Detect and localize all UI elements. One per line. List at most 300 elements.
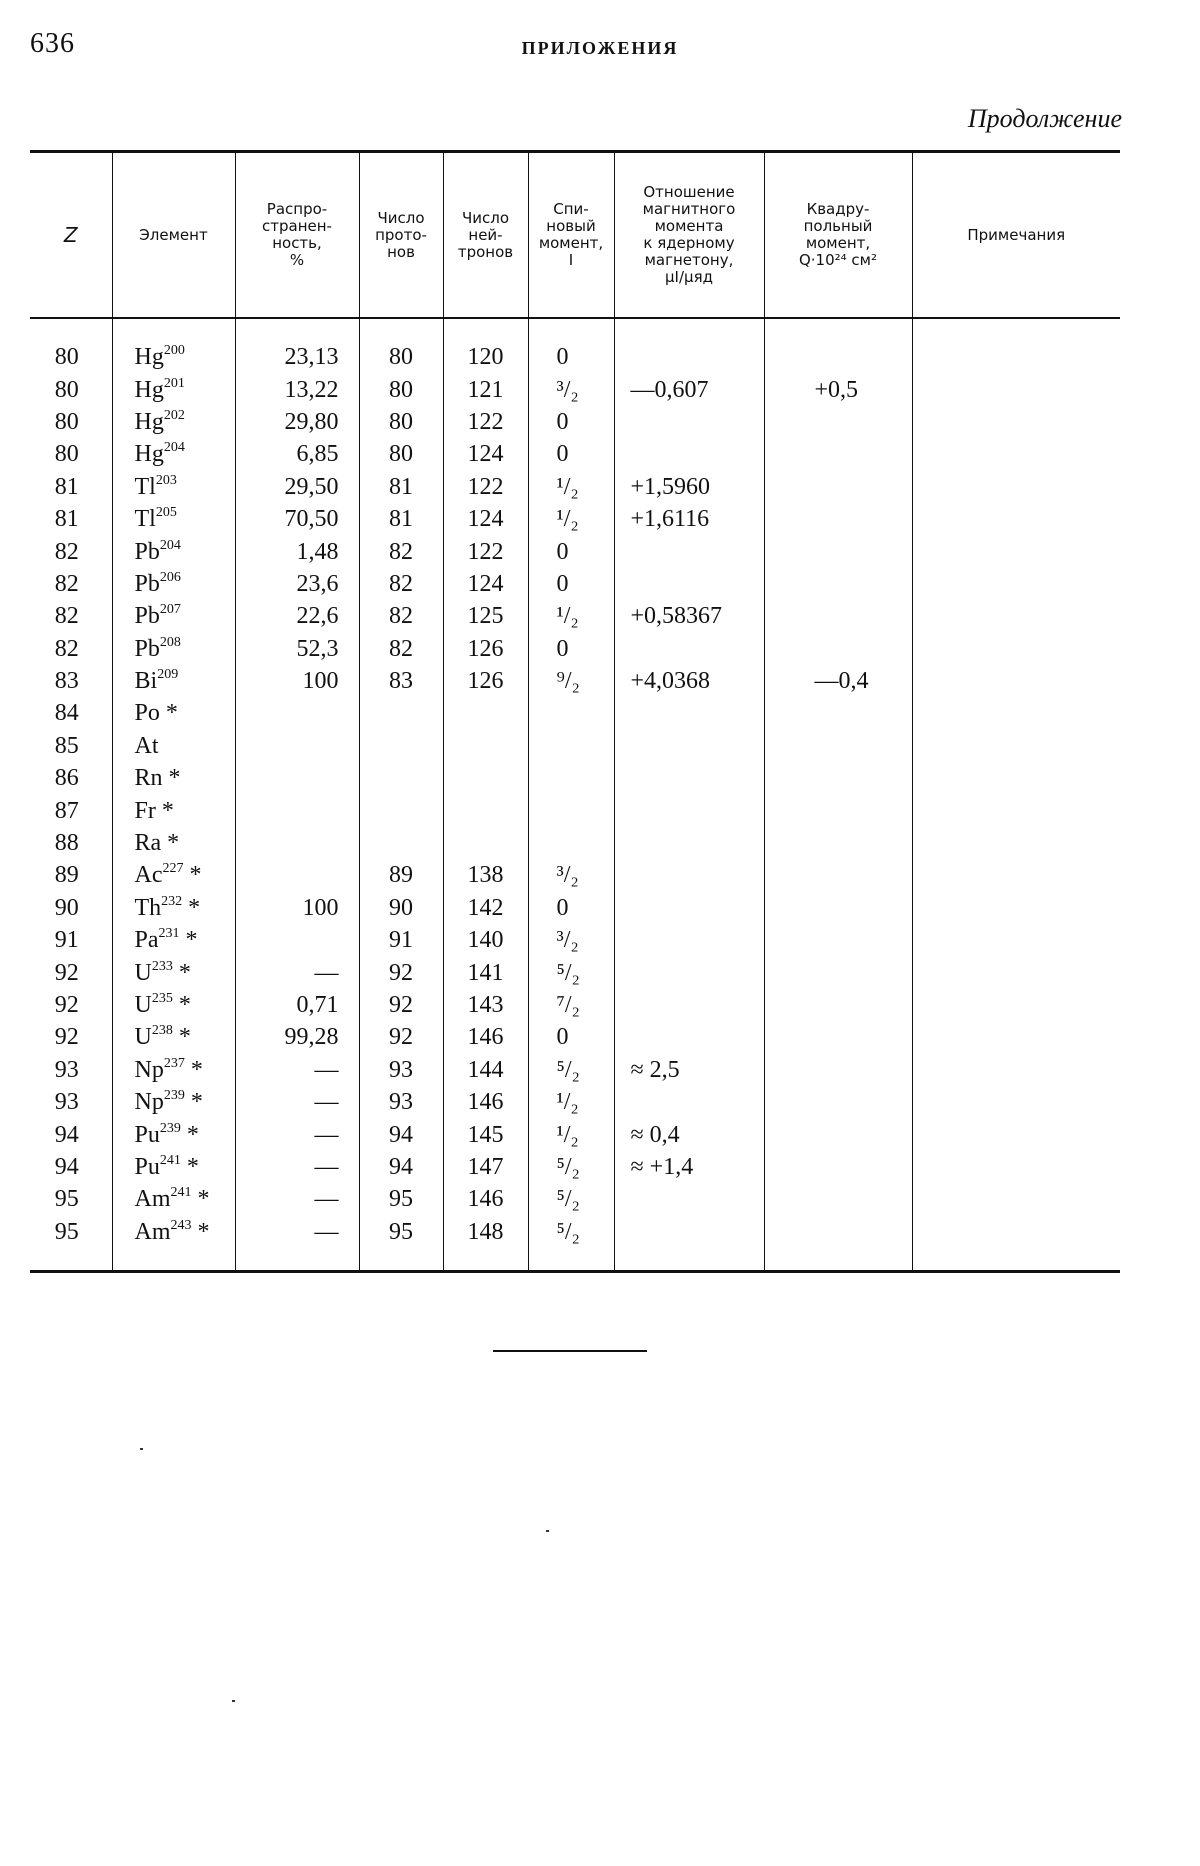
table-row	[30, 827, 1120, 859]
cell-quadrupole	[764, 859, 912, 891]
cell-abundance: 23,13	[235, 318, 359, 373]
header-line: ней-	[468, 225, 503, 244]
header-line: момента	[654, 217, 724, 235]
header-line: прото-	[375, 225, 427, 244]
element-symbol: Pb	[134, 635, 160, 662]
cell-z: 80	[54, 408, 79, 435]
mass-number: 202	[163, 407, 185, 423]
cell-z: 94	[54, 1153, 79, 1180]
cell-z: 84	[54, 700, 79, 727]
cell-neutrons	[443, 794, 528, 826]
cell-neutrons	[443, 730, 528, 762]
cell-abundance	[235, 924, 359, 956]
header-line: нов	[387, 242, 415, 261]
cell-neutrons: 138	[443, 859, 528, 891]
radioactive-marker: *	[172, 992, 191, 1018]
cell-protons: 94	[359, 1118, 443, 1150]
cell-notes	[912, 373, 1120, 405]
cell-spin: ¹/₂	[528, 471, 614, 503]
header-line: Число	[377, 208, 425, 227]
header-moment-ratio	[614, 152, 764, 319]
mass-number: 204	[163, 440, 185, 456]
cell-protons: 81	[359, 471, 443, 503]
table-row	[30, 1216, 1120, 1272]
header-line: ность,	[272, 234, 322, 252]
cell-moment-ratio: ≈ 2,5	[614, 1054, 764, 1086]
cell-z: 81	[54, 506, 79, 533]
cell-protons: 89	[359, 859, 443, 891]
table-row	[30, 762, 1120, 794]
header-protons	[359, 152, 443, 319]
element-symbol: Hg	[134, 344, 164, 371]
element-symbol: Tl	[134, 473, 156, 500]
cell-element	[112, 1183, 235, 1215]
table-header-row	[30, 152, 1120, 319]
element-symbol: Hg	[134, 376, 164, 403]
cell-spin: ⁷/₂	[528, 989, 614, 1021]
cell-moment-ratio	[614, 924, 764, 956]
cell-notes	[912, 827, 1120, 859]
scan-speck	[232, 1700, 235, 1702]
cell-abundance: 22,6	[235, 600, 359, 632]
running-head: ПРИЛОЖЕНИЯ	[521, 38, 679, 58]
cell-z: 95	[30, 1216, 112, 1272]
mass-number: 241	[159, 1152, 181, 1168]
cell-protons: 92	[359, 956, 443, 988]
cell-protons: 83	[359, 665, 443, 697]
cell-z: 93	[54, 1056, 79, 1083]
element-symbol: Ac	[134, 862, 163, 889]
cell-spin: 0	[528, 633, 614, 665]
header-line: магнетону,	[644, 251, 734, 269]
element-symbol: U	[134, 959, 152, 986]
mass-number: 204	[159, 537, 181, 553]
table-row	[30, 859, 1120, 891]
header-line: Спи-	[553, 200, 589, 218]
cell-neutrons: 146	[443, 1086, 528, 1118]
cell-element	[112, 600, 235, 632]
cell-element	[112, 730, 235, 762]
mass-number: 239	[163, 1088, 185, 1104]
cell-z: 94	[54, 1121, 79, 1148]
cell-protons: 93	[359, 1054, 443, 1086]
element-symbol: Ra	[134, 830, 162, 857]
header-line: Q·10²⁴ см²	[798, 251, 878, 269]
cell-z: 80	[54, 344, 79, 371]
cell-neutrons: 120	[443, 318, 528, 373]
cell-element	[112, 318, 235, 373]
cell-protons: 90	[359, 892, 443, 924]
cell-neutrons: 122	[443, 471, 528, 503]
nuclide-table	[30, 150, 1120, 1273]
cell-quadrupole	[764, 1118, 912, 1150]
cell-neutrons: 122	[443, 406, 528, 438]
cell-moment-ratio: +1,5960	[614, 471, 764, 503]
cell-spin	[528, 697, 614, 729]
cell-z: 90	[54, 894, 79, 921]
radioactive-marker: *	[180, 1121, 199, 1148]
cell-quadrupole	[764, 989, 912, 1021]
cell-protons: 92	[359, 1021, 443, 1053]
cell-moment-ratio	[614, 730, 764, 762]
element-symbol: Pb	[134, 538, 160, 565]
cell-abundance	[235, 762, 359, 794]
cell-notes	[912, 471, 1120, 503]
cell-moment-ratio	[614, 697, 764, 729]
cell-protons	[359, 827, 443, 859]
header-line: момент,	[805, 234, 871, 252]
element-symbol: Pu	[134, 1121, 160, 1148]
cell-element	[112, 1054, 235, 1086]
radioactive-marker: *	[180, 1153, 199, 1180]
radioactive-marker: *	[172, 1024, 191, 1051]
cell-protons: 82	[359, 600, 443, 632]
header-line: I	[568, 251, 574, 269]
mass-number: 237	[163, 1055, 185, 1071]
cell-notes	[912, 1021, 1120, 1053]
element-symbol: Th	[134, 894, 162, 921]
cell-moment-ratio	[614, 892, 764, 924]
table-row	[30, 697, 1120, 729]
cell-element	[112, 406, 235, 438]
cell-abundance	[235, 859, 359, 891]
cell-element	[112, 665, 235, 697]
table-row	[30, 438, 1120, 470]
header-z: Z	[30, 152, 112, 319]
mass-number: 209	[157, 667, 179, 683]
header-notes: Примечания	[912, 152, 1120, 319]
cell-z: 80	[54, 441, 79, 468]
cell-quadrupole	[764, 1021, 912, 1053]
radioactive-marker: *	[159, 700, 178, 727]
mass-number: 205	[155, 505, 177, 521]
cell-element	[112, 1086, 235, 1118]
cell-notes	[912, 892, 1120, 924]
cell-protons: 93	[359, 1086, 443, 1118]
cell-moment-ratio	[614, 318, 764, 373]
mass-number: 201	[163, 375, 185, 391]
cell-abundance: —	[235, 1151, 359, 1183]
table-row	[30, 318, 1120, 373]
cell-moment-ratio: +0,58367	[614, 600, 764, 632]
cell-spin	[528, 730, 614, 762]
cell-abundance	[235, 697, 359, 729]
cell-spin: ¹/₂	[528, 600, 614, 632]
cell-element	[112, 1151, 235, 1183]
cell-notes	[912, 503, 1120, 535]
cell-moment-ratio	[614, 406, 764, 438]
cell-spin: ⁵/₂	[528, 1054, 614, 1086]
cell-quadrupole	[764, 892, 912, 924]
header-line: μI/μяд	[665, 268, 713, 286]
mass-number: 243	[170, 1217, 192, 1233]
cell-z: 89	[54, 862, 79, 889]
cell-abundance	[235, 794, 359, 826]
cell-protons: 80	[359, 438, 443, 470]
table-row	[30, 1054, 1120, 1086]
cell-z: 86	[54, 765, 79, 792]
element-symbol: Fr	[134, 797, 156, 824]
cell-moment-ratio: +4,0368	[614, 665, 764, 697]
cell-quadrupole	[764, 633, 912, 665]
header-line: %	[289, 251, 305, 269]
cell-quadrupole	[764, 794, 912, 826]
cell-neutrons: 140	[443, 924, 528, 956]
cell-abundance: 29,80	[235, 406, 359, 438]
cell-spin	[528, 762, 614, 794]
cell-abundance: —	[235, 1216, 359, 1272]
cell-element	[112, 762, 235, 794]
cell-moment-ratio	[614, 1086, 764, 1118]
radioactive-marker: *	[191, 1186, 210, 1213]
cell-notes	[912, 1054, 1120, 1086]
cell-neutrons: 144	[443, 1054, 528, 1086]
cell-spin: ³/₂	[528, 373, 614, 405]
cell-notes	[912, 406, 1120, 438]
cell-quadrupole: +0,5	[764, 373, 912, 405]
cell-quadrupole	[764, 535, 912, 567]
cell-z: 82	[54, 603, 79, 630]
cell-moment-ratio	[614, 535, 764, 567]
cell-notes	[912, 318, 1120, 373]
cell-element	[112, 989, 235, 1021]
cell-protons: 94	[359, 1151, 443, 1183]
header-line: новый	[546, 217, 596, 235]
cell-protons: 80	[359, 373, 443, 405]
cell-z: 92	[54, 959, 79, 986]
table-row	[30, 989, 1120, 1021]
cell-notes	[912, 600, 1120, 632]
mass-number: 203	[155, 472, 177, 488]
table-row	[30, 1086, 1120, 1118]
radioactive-marker: *	[182, 894, 201, 921]
cell-notes	[912, 730, 1120, 762]
cell-neutrons	[443, 697, 528, 729]
cell-moment-ratio: ≈ +1,4	[614, 1151, 764, 1183]
header-line: странен-	[262, 217, 332, 235]
cell-abundance: —	[235, 1054, 359, 1086]
header-line: польный	[803, 217, 873, 235]
cell-abundance: 100	[235, 665, 359, 697]
element-symbol: Pu	[134, 1153, 160, 1180]
element-symbol: Am	[134, 1186, 171, 1213]
cell-z: 82	[54, 570, 79, 597]
radioactive-marker: *	[155, 797, 174, 824]
cell-spin: ⁵/₂	[528, 1151, 614, 1183]
element-symbol: Am	[134, 1218, 171, 1245]
cell-neutrons: 121	[443, 373, 528, 405]
mass-number: 238	[151, 1023, 173, 1039]
mass-number: 233	[151, 958, 173, 974]
cell-abundance: 13,22	[235, 373, 359, 405]
header-line: магнитного	[642, 200, 736, 218]
mass-number: 241	[170, 1185, 192, 1201]
cell-abundance: 29,50	[235, 471, 359, 503]
mass-number: 232	[161, 893, 183, 909]
cell-moment-ratio: —0,607	[614, 373, 764, 405]
cell-abundance: 1,48	[235, 535, 359, 567]
table-row	[30, 1183, 1120, 1215]
cell-protons: 91	[359, 924, 443, 956]
cell-z: 92	[54, 1024, 79, 1051]
cell-neutrons	[443, 827, 528, 859]
element-symbol: Pa	[134, 927, 159, 954]
cell-spin: 0	[528, 1021, 614, 1053]
cell-z: 85	[54, 732, 79, 759]
cell-protons: 82	[359, 633, 443, 665]
cell-element	[112, 535, 235, 567]
cell-quadrupole	[764, 503, 912, 535]
cell-neutrons: 145	[443, 1118, 528, 1150]
cell-abundance	[235, 827, 359, 859]
cell-element	[112, 892, 235, 924]
element-symbol: Np	[134, 1089, 164, 1116]
header-neutrons	[443, 152, 528, 319]
header-spin	[528, 152, 614, 319]
mass-number: 227	[162, 861, 184, 877]
element-symbol: Rn	[134, 765, 163, 792]
mass-number: 207	[159, 602, 181, 618]
mass-number: 200	[163, 343, 185, 359]
cell-neutrons: 143	[443, 989, 528, 1021]
mass-number: 231	[158, 926, 180, 942]
continuation-label: Продолжение	[967, 104, 1122, 133]
table-row	[30, 373, 1120, 405]
cell-abundance: 23,6	[235, 568, 359, 600]
cell-protons: 80	[359, 406, 443, 438]
cell-spin: 0	[528, 318, 614, 373]
end-rule	[493, 1350, 647, 1352]
element-symbol: Pb	[134, 603, 160, 630]
cell-abundance: 0,71	[235, 989, 359, 1021]
cell-abundance: 6,85	[235, 438, 359, 470]
cell-moment-ratio	[614, 1183, 764, 1215]
table-row	[30, 471, 1120, 503]
cell-spin: 0	[528, 535, 614, 567]
cell-notes	[912, 1216, 1120, 1272]
cell-notes	[912, 568, 1120, 600]
cell-element	[112, 1118, 235, 1150]
cell-quadrupole	[764, 1086, 912, 1118]
cell-neutrons: 126	[443, 633, 528, 665]
cell-notes	[912, 956, 1120, 988]
table-row	[30, 568, 1120, 600]
cell-element	[112, 503, 235, 535]
mass-number: 206	[159, 569, 181, 585]
cell-notes	[912, 1118, 1120, 1150]
table-row	[30, 633, 1120, 665]
cell-neutrons: 147	[443, 1151, 528, 1183]
mass-number: 235	[151, 991, 173, 1006]
mass-number: 208	[159, 634, 181, 650]
cell-spin	[528, 827, 614, 859]
cell-abundance: 100	[235, 892, 359, 924]
table-row	[30, 924, 1120, 956]
cell-notes	[912, 535, 1120, 567]
cell-spin: 0	[528, 406, 614, 438]
element-symbol: Hg	[134, 441, 164, 468]
cell-moment-ratio	[614, 1216, 764, 1272]
cell-quadrupole	[764, 1216, 912, 1272]
table-row	[30, 892, 1120, 924]
cell-z: 92	[54, 992, 79, 1018]
header-line: Число	[461, 208, 510, 227]
element-symbol: At	[134, 732, 159, 759]
cell-spin: ³/₂	[528, 859, 614, 891]
cell-element	[112, 1216, 235, 1272]
radioactive-marker: *	[179, 927, 198, 954]
cell-spin	[528, 794, 614, 826]
cell-notes	[912, 1151, 1120, 1183]
cell-protons: 80	[359, 318, 443, 373]
cell-element	[112, 633, 235, 665]
cell-spin: ¹/₂	[528, 1086, 614, 1118]
table-row	[30, 794, 1120, 826]
cell-element	[112, 568, 235, 600]
element-symbol: Np	[134, 1056, 164, 1083]
cell-protons	[359, 730, 443, 762]
cell-quadrupole	[764, 924, 912, 956]
cell-quadrupole	[764, 318, 912, 373]
cell-notes	[912, 989, 1120, 1021]
cell-notes	[912, 665, 1120, 697]
cell-notes	[912, 924, 1120, 956]
cell-protons: 82	[359, 568, 443, 600]
cell-element	[112, 956, 235, 988]
cell-protons: 95	[359, 1183, 443, 1215]
element-symbol: U	[134, 992, 152, 1018]
cell-moment-ratio	[614, 956, 764, 988]
cell-neutrons: 124	[443, 503, 528, 535]
cell-element	[112, 471, 235, 503]
cell-protons	[359, 762, 443, 794]
element-symbol: Po	[134, 700, 160, 727]
table-row	[30, 956, 1120, 988]
cell-neutrons: 122	[443, 535, 528, 567]
cell-spin: ³/₂	[528, 924, 614, 956]
cell-z: 93	[54, 1089, 79, 1116]
cell-neutrons: 124	[443, 568, 528, 600]
cell-neutrons	[443, 762, 528, 794]
header-line: Квадру-	[806, 200, 870, 218]
cell-element	[112, 827, 235, 859]
radioactive-marker: *	[183, 862, 202, 889]
cell-z: 87	[54, 797, 79, 824]
cell-element	[112, 1021, 235, 1053]
cell-neutrons: 125	[443, 600, 528, 632]
element-symbol: Pb	[134, 570, 160, 597]
cell-spin: 0	[528, 568, 614, 600]
cell-protons	[359, 794, 443, 826]
cell-quadrupole	[764, 438, 912, 470]
cell-element	[112, 438, 235, 470]
cell-abundance: 99,28	[235, 1021, 359, 1053]
cell-neutrons: 126	[443, 665, 528, 697]
cell-z: 88	[54, 830, 79, 857]
cell-notes	[912, 438, 1120, 470]
header-line: Распро-	[266, 200, 328, 218]
table-row	[30, 1151, 1120, 1183]
cell-quadrupole	[764, 406, 912, 438]
cell-abundance	[235, 730, 359, 762]
cell-neutrons: 141	[443, 956, 528, 988]
cell-spin: ⁵/₂	[528, 1216, 614, 1272]
cell-quadrupole	[764, 697, 912, 729]
cell-spin: 0	[528, 892, 614, 924]
header-abundance	[235, 152, 359, 319]
element-symbol: U	[134, 1024, 152, 1051]
cell-notes	[912, 762, 1120, 794]
